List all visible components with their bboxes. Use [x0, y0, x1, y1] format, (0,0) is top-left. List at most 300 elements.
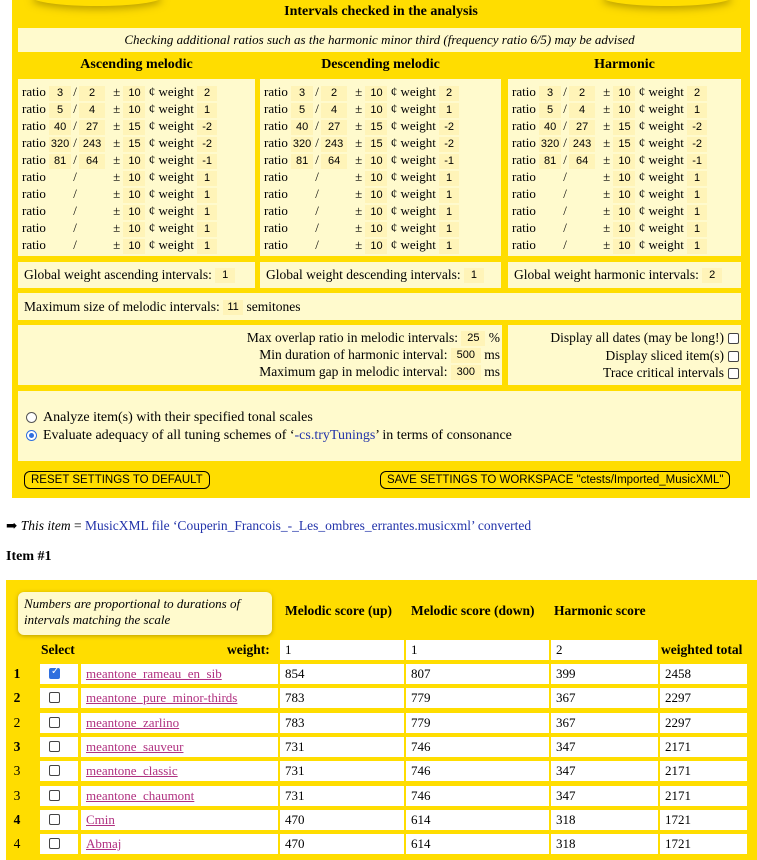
tolerance-input[interactable]: 10 — [365, 222, 387, 237]
ratio-label: ratio — [512, 169, 536, 184]
ratio-row — [264, 185, 501, 202]
global-weight-descending — [260, 262, 501, 288]
cent-sign: ¢ — [638, 203, 646, 218]
weight-input[interactable]: -1 — [439, 154, 459, 169]
ratio-label: ratio — [264, 186, 288, 201]
ratio-slash: / — [563, 152, 567, 167]
ratio-row — [264, 236, 501, 253]
result-harmonic: 347 — [551, 761, 658, 781]
plus-minus-sign: ± — [355, 220, 363, 235]
plus-minus-sign: ± — [113, 169, 121, 184]
header-select: Select — [41, 642, 75, 657]
result-select-checkbox[interactable] — [49, 741, 60, 752]
result-melodic-up: 731 — [280, 761, 404, 781]
ratio-denominator-input[interactable]: 243 — [569, 137, 595, 152]
plus-minus-sign: ± — [603, 220, 611, 235]
result-melodic-up: 470 — [280, 834, 404, 854]
tuning-scheme-link[interactable]: meantone_zarlino — [86, 714, 180, 730]
ratio-label: ratio — [22, 203, 46, 218]
result-weighted-total: 2458 — [660, 664, 747, 684]
ratio-label: ratio — [264, 203, 288, 218]
ratio-slash: / — [73, 84, 77, 99]
result-melodic-up: 783 — [280, 713, 404, 733]
weight-input[interactable]: -2 — [439, 137, 459, 152]
save-settings-button[interactable]: SAVE SETTINGS TO WORKSPACE "ctests/Imported_MusicXML" — [380, 471, 730, 489]
plus-minus-sign: ± — [355, 118, 363, 133]
ratio-label: ratio — [264, 101, 288, 116]
option-all-dates-checkbox[interactable] — [728, 333, 739, 344]
trytunings-link[interactable]: -cs.tryTunings — [294, 428, 376, 443]
global-weight-ascending-label: Global weight ascending intervals: — [24, 267, 212, 282]
tolerance-input[interactable]: 10 — [613, 205, 635, 220]
weight-label: weight — [400, 101, 436, 116]
tolerance-input[interactable]: 10 — [365, 171, 387, 186]
weight-label: weight — [648, 203, 684, 218]
ratio-label: ratio — [22, 84, 46, 99]
weight-label: weight — [158, 220, 194, 235]
weight-input[interactable]: 1 — [439, 188, 459, 203]
ratio-denominator-input[interactable]: 64 — [569, 154, 595, 169]
result-weighted-total: 2171 — [660, 737, 747, 757]
plus-minus-sign: ± — [603, 203, 611, 218]
tuning-scheme-link[interactable]: meantone_classic — [86, 763, 178, 779]
ratio-numerator-input[interactable]: 40 — [49, 120, 71, 135]
radio-analyze[interactable] — [26, 412, 37, 423]
ratio-label: ratio — [512, 237, 536, 252]
weight-down: 1 — [406, 640, 549, 660]
result-rank: 3 — [13, 787, 21, 803]
ratios-descending — [260, 79, 501, 256]
result-melodic-up: 731 — [280, 737, 404, 757]
ratio-numerator-input[interactable]: 320 — [540, 137, 560, 150]
result-select-checkbox[interactable] — [49, 765, 60, 776]
ratio-slash: / — [315, 101, 319, 116]
weight-input[interactable]: -2 — [687, 137, 707, 152]
weight-label: weight — [648, 169, 684, 184]
ratio-denominator-input[interactable]: 2 — [79, 86, 105, 101]
ratio-numerator-input[interactable]: 3 — [291, 86, 313, 101]
ratio-slash: / — [563, 237, 567, 252]
result-select-checkbox[interactable] — [49, 838, 60, 849]
tolerance-input[interactable]: 10 — [123, 239, 145, 254]
result-select-cell — [40, 786, 78, 806]
result-melodic-down: 746 — [406, 786, 549, 806]
cent-sign: ¢ — [390, 118, 398, 133]
cent-sign: ¢ — [390, 186, 398, 201]
plus-minus-sign: ± — [355, 169, 363, 184]
plus-minus-sign: ± — [113, 152, 121, 167]
tolerance-input[interactable]: 10 — [613, 103, 635, 118]
tolerance-input[interactable]: 10 — [123, 222, 145, 237]
max-gap-row — [18, 363, 500, 380]
ratio-row — [22, 236, 255, 253]
option-sliced-items-checkbox[interactable] — [728, 351, 739, 362]
ratio-denominator-input[interactable]: 243 — [79, 137, 105, 152]
ratio-slash: / — [563, 84, 567, 99]
weight-label: weight — [400, 84, 436, 99]
radio-evaluate[interactable] — [26, 430, 37, 441]
ratio-row — [264, 134, 501, 151]
ratio-label: ratio — [22, 169, 46, 184]
weight-label: weight — [400, 118, 436, 133]
weight-label: weight — [648, 118, 684, 133]
max-melodic-label: Maximum size of melodic intervals: — [24, 299, 220, 314]
weight-input[interactable]: 1 — [687, 222, 707, 237]
result-select-checkbox[interactable] — [49, 790, 60, 801]
ratio-slash: / — [73, 101, 77, 116]
overlap-ratio-row — [18, 329, 500, 346]
ratio-numerator-input[interactable]: 5 — [291, 103, 313, 118]
ratio-slash: / — [563, 203, 567, 218]
weight-input[interactable]: 1 — [197, 103, 217, 118]
ratio-row — [512, 100, 741, 117]
max-melodic-unit: semitones — [246, 299, 301, 314]
heading-harmonic: Harmonic — [594, 57, 655, 72]
weight-input[interactable]: -1 — [687, 154, 707, 169]
ratio-row — [22, 100, 255, 117]
cent-sign: ¢ — [148, 135, 156, 150]
weight-input[interactable]: 1 — [439, 103, 459, 118]
ratio-label: ratio — [264, 118, 288, 133]
weight-up: 1 — [280, 640, 404, 660]
ratios-harmonic — [508, 79, 741, 256]
ratio-numerator-input[interactable]: 3 — [539, 86, 561, 101]
result-rank: 1 — [13, 666, 21, 681]
weight-label: weight — [400, 152, 436, 167]
result-rank: 2 — [13, 690, 21, 706]
ratio-row — [512, 151, 741, 168]
cent-sign: ¢ — [148, 101, 156, 116]
ratio-denominator-input[interactable]: 4 — [321, 103, 347, 118]
ratio-numerator-input[interactable]: 40 — [291, 120, 313, 135]
max-gap-unit: ms — [484, 364, 500, 379]
result-select-cell — [40, 688, 78, 708]
ratio-row — [22, 219, 255, 236]
tolerance-input[interactable]: 10 — [123, 103, 145, 118]
result-select-checkbox[interactable] — [49, 668, 60, 679]
settings-panel — [12, 0, 750, 498]
ratio-slash: / — [73, 203, 77, 218]
results-note: Numbers are proportional to durations of intervals matching the scale — [18, 592, 272, 635]
ratio-label: ratio — [512, 186, 536, 201]
result-melodic-up: 470 — [280, 810, 404, 830]
weight-input[interactable]: -2 — [197, 137, 217, 152]
ratio-denominator-input[interactable]: 64 — [79, 154, 105, 169]
overlap-ratio-unit: % — [488, 330, 500, 345]
weight-input[interactable]: -1 — [197, 154, 217, 169]
tolerance-input[interactable]: 10 — [123, 86, 145, 101]
weight-label: weight — [648, 84, 684, 99]
option-all-dates — [508, 329, 739, 347]
display-options — [508, 325, 741, 385]
ratio-denominator-input[interactable]: 243 — [321, 137, 347, 152]
overlap-ratio-label: Max overlap ratio in melodic intervals: — [246, 330, 458, 345]
tuning-scheme-link[interactable]: Abmaj — [86, 836, 122, 852]
tolerance-input[interactable]: 15 — [365, 137, 387, 152]
max-gap-label: Maximum gap in melodic interval: — [259, 364, 448, 379]
weight-input[interactable]: 1 — [439, 239, 459, 254]
plus-minus-sign: ± — [603, 237, 611, 252]
ratio-denominator-input[interactable]: 27 — [321, 120, 347, 135]
ratio-denominator-input[interactable]: 2 — [569, 86, 595, 101]
result-select-checkbox[interactable] — [49, 692, 60, 703]
ratio-row — [264, 100, 501, 117]
max-melodic-input[interactable]: 11 — [223, 300, 243, 315]
weight-input[interactable]: -2 — [197, 120, 217, 135]
option-trace-critical-label: Trace critical intervals — [603, 365, 724, 380]
weight-input[interactable]: -2 — [439, 120, 459, 135]
cent-sign: ¢ — [390, 169, 398, 184]
plus-minus-sign: ± — [355, 84, 363, 99]
tolerance-input[interactable]: 10 — [613, 222, 635, 237]
weight-label: weight — [648, 186, 684, 201]
ratio-row — [264, 117, 501, 134]
ratio-denominator-input[interactable]: 64 — [321, 154, 347, 169]
tolerance-input[interactable]: 10 — [613, 171, 635, 186]
ratio-label: ratio — [22, 186, 46, 201]
ratio-slash: / — [73, 152, 77, 167]
result-melodic-down: 614 — [406, 834, 549, 854]
tolerance-input[interactable]: 10 — [365, 154, 387, 169]
result-select-cell — [40, 810, 78, 830]
global-weight-harmonic — [508, 262, 741, 288]
tolerance-input[interactable]: 10 — [123, 154, 145, 169]
max-gap-input[interactable]: 300 — [451, 365, 481, 380]
result-select-cell — [40, 737, 78, 757]
result-melodic-down: 779 — [406, 713, 549, 733]
ratio-row — [22, 83, 255, 100]
global-weight-harmonic-input[interactable]: 2 — [702, 268, 722, 283]
weight-input[interactable]: 1 — [687, 239, 707, 254]
ratio-denominator-input[interactable]: 4 — [79, 103, 105, 118]
ratio-numerator-input[interactable]: 81 — [49, 154, 71, 169]
ratio-numerator-input[interactable]: 3 — [49, 86, 71, 101]
item-info — [6, 518, 531, 534]
ratio-row — [264, 151, 501, 168]
ratio-slash: / — [315, 84, 319, 99]
tolerance-input[interactable]: 10 — [365, 239, 387, 254]
result-weighted-total: 2297 — [660, 688, 747, 708]
cent-sign: ¢ — [148, 169, 156, 184]
ratio-row — [512, 185, 741, 202]
weight-input[interactable]: 1 — [439, 222, 459, 237]
weight-label: weight — [400, 169, 436, 184]
ratio-row — [22, 168, 255, 185]
ratio-label: ratio — [264, 152, 288, 167]
weight-label: weight — [158, 186, 194, 201]
tolerance-input[interactable]: 10 — [365, 86, 387, 101]
result-harmonic: 318 — [551, 834, 658, 854]
item-info-link[interactable]: MusicXML file ‘Couperin_Francois_-_Les_ombres_errantes.musicxml’ converted — [84, 518, 532, 533]
cent-sign: ¢ — [638, 135, 646, 150]
tolerance-input[interactable]: 15 — [613, 120, 635, 135]
weight-input[interactable]: 1 — [687, 205, 707, 220]
ratio-row — [512, 117, 741, 134]
tuning-scheme-link[interactable]: meantone_sauveur — [86, 738, 184, 754]
tolerance-input[interactable]: 10 — [613, 154, 635, 169]
result-select-cell — [40, 664, 78, 684]
overlap-ratio-input[interactable]: 25 — [461, 331, 485, 346]
result-select-checkbox[interactable] — [49, 814, 60, 825]
result-scheme-cell — [81, 834, 278, 854]
cent-sign: ¢ — [638, 152, 646, 167]
min-duration-unit: ms — [484, 347, 500, 362]
ratio-slash: / — [73, 169, 77, 184]
cent-sign: ¢ — [148, 118, 156, 133]
ratio-slash: / — [315, 237, 319, 252]
weight-input[interactable]: 2 — [687, 86, 707, 101]
tolerance-input[interactable]: 15 — [123, 120, 145, 135]
ratio-row — [264, 83, 501, 100]
ratio-numerator-input[interactable]: 40 — [539, 120, 561, 135]
ratio-slash: / — [315, 186, 319, 201]
weight-input[interactable]: 1 — [687, 171, 707, 186]
ratio-label: ratio — [264, 84, 288, 99]
weight-input[interactable]: 1 — [687, 188, 707, 203]
plus-minus-sign: ± — [603, 118, 611, 133]
option-trace-critical — [508, 364, 739, 382]
tolerance-input[interactable]: 15 — [123, 137, 145, 152]
weight-input[interactable]: 2 — [197, 86, 217, 101]
cent-sign: ¢ — [148, 220, 156, 235]
min-duration-input[interactable]: 500 — [451, 348, 481, 363]
ratio-numerator-input[interactable]: 320 — [292, 137, 312, 150]
tolerance-input[interactable]: 15 — [613, 137, 635, 152]
ratio-row — [512, 83, 741, 100]
result-weighted-total: 2171 — [660, 786, 747, 806]
result-melodic-down: 614 — [406, 810, 549, 830]
item-info-prefix: This item — [20, 518, 71, 533]
weight-input[interactable]: 1 — [197, 205, 217, 220]
ratio-row — [512, 202, 741, 219]
cent-sign: ¢ — [638, 169, 646, 184]
ratio-slash: / — [73, 135, 77, 150]
header-weighted-total: weighted total — [661, 642, 743, 657]
plus-minus-sign: ± — [113, 220, 121, 235]
radio-evaluate-prefix: Evaluate adequacy of all tuning schemes of ‘ — [43, 428, 295, 443]
weight-label: weight — [648, 135, 684, 150]
header-melodic-up: Melodic score (up) — [285, 603, 392, 618]
ratio-slash: / — [563, 101, 567, 116]
plus-minus-sign: ± — [113, 101, 121, 116]
ratio-denominator-input[interactable]: 27 — [79, 120, 105, 135]
option-sliced-items-label: Display sliced item(s) — [605, 347, 724, 363]
weight-label: weight — [400, 220, 436, 235]
result-select-checkbox[interactable] — [49, 717, 60, 728]
ratio-label: ratio — [22, 135, 46, 150]
ratio-slash: / — [315, 203, 319, 218]
weight-input[interactable]: 1 — [687, 103, 707, 118]
weight-input[interactable]: 1 — [197, 188, 217, 203]
tuning-scheme-link[interactable]: meantone_pure_minor-thirds — [86, 690, 238, 706]
plus-minus-sign: ± — [355, 135, 363, 150]
tuning-scheme-link[interactable]: meantone_chaumont — [86, 787, 195, 803]
global-weight-descending-input[interactable]: 1 — [464, 268, 484, 283]
header-harmonic: Harmonic score — [554, 603, 646, 618]
ratio-denominator-input[interactable]: 4 — [569, 103, 595, 118]
item-number: Item #1 — [6, 549, 52, 564]
global-weight-ascending-input[interactable]: 1 — [215, 268, 235, 283]
cent-sign: ¢ — [148, 186, 156, 201]
tolerance-input[interactable]: 10 — [123, 205, 145, 220]
plus-minus-sign: ± — [603, 101, 611, 116]
tolerance-input[interactable]: 10 — [613, 239, 635, 254]
ratio-numerator-input[interactable]: 5 — [539, 103, 561, 118]
weight-input[interactable]: -2 — [687, 120, 707, 135]
tolerance-input[interactable]: 10 — [123, 171, 145, 186]
cent-sign: ¢ — [390, 84, 398, 99]
ratio-denominator-input[interactable]: 2 — [321, 86, 347, 101]
result-rank: 4 — [13, 811, 21, 827]
max-melodic-size — [18, 293, 741, 320]
weight-label: weight — [648, 237, 684, 252]
tuning-scheme-link[interactable]: Cmin — [86, 811, 115, 827]
reset-settings-button[interactable]: RESET SETTINGS TO DEFAULT — [24, 471, 210, 489]
weight-input[interactable]: 1 — [197, 171, 217, 186]
results-panel — [6, 580, 757, 860]
ratio-slash: / — [73, 118, 77, 133]
weight-input[interactable]: 1 — [197, 222, 217, 237]
result-rank: 3 — [13, 738, 21, 754]
ratio-row — [512, 236, 741, 253]
arrow-icon: ➡ — [6, 518, 18, 533]
weight-input[interactable]: 2 — [439, 86, 459, 101]
tolerance-input[interactable]: 10 — [613, 86, 635, 101]
weight-input[interactable]: 1 — [439, 205, 459, 220]
ratio-numerator-input[interactable]: 81 — [539, 154, 561, 169]
ratio-label: ratio — [22, 118, 46, 133]
result-melodic-down: 779 — [406, 688, 549, 708]
result-scheme-cell — [81, 664, 278, 684]
tolerance-input[interactable]: 10 — [365, 103, 387, 118]
ratio-numerator-input[interactable]: 320 — [50, 137, 70, 150]
tolerance-input[interactable]: 10 — [365, 188, 387, 203]
ratio-slash: / — [73, 186, 77, 201]
ratio-label: ratio — [264, 169, 288, 184]
weight-input[interactable]: 1 — [439, 171, 459, 186]
result-harmonic: 367 — [551, 713, 658, 733]
cent-sign: ¢ — [638, 118, 646, 133]
tolerance-input[interactable]: 10 — [123, 188, 145, 203]
tolerance-input[interactable]: 10 — [613, 188, 635, 203]
header-melodic-down: Melodic score (down) — [411, 603, 535, 618]
ratio-slash: / — [315, 135, 319, 150]
tolerance-input[interactable]: 15 — [365, 120, 387, 135]
result-harmonic: 399 — [551, 664, 658, 684]
ratio-label: ratio — [512, 84, 536, 99]
result-weighted-total: 1721 — [660, 834, 747, 854]
cent-sign: ¢ — [390, 220, 398, 235]
ratio-row — [22, 185, 255, 202]
option-trace-critical-checkbox[interactable] — [728, 368, 739, 379]
weight-label: weight — [648, 220, 684, 235]
advice-text: Checking additional ratios such as the harmonic minor third (frequency ratio 6/5) may be advised — [18, 28, 741, 52]
result-scheme-cell — [81, 761, 278, 781]
result-weighted-total: 1721 — [660, 810, 747, 830]
tolerance-input[interactable]: 10 — [365, 205, 387, 220]
ratio-slash: / — [563, 169, 567, 184]
ratio-denominator-input[interactable]: 27 — [569, 120, 595, 135]
result-melodic-down: 746 — [406, 761, 549, 781]
ratio-label: ratio — [512, 118, 536, 133]
ratio-label: ratio — [264, 220, 288, 235]
ratio-numerator-input[interactable]: 5 — [49, 103, 71, 118]
tuning-scheme-link[interactable]: meantone_rameau_en_sib — [86, 666, 222, 681]
plus-minus-sign: ± — [355, 152, 363, 167]
ratio-slash: / — [315, 169, 319, 184]
ratio-numerator-input[interactable]: 81 — [291, 154, 313, 169]
weight-input[interactable]: 1 — [197, 239, 217, 254]
